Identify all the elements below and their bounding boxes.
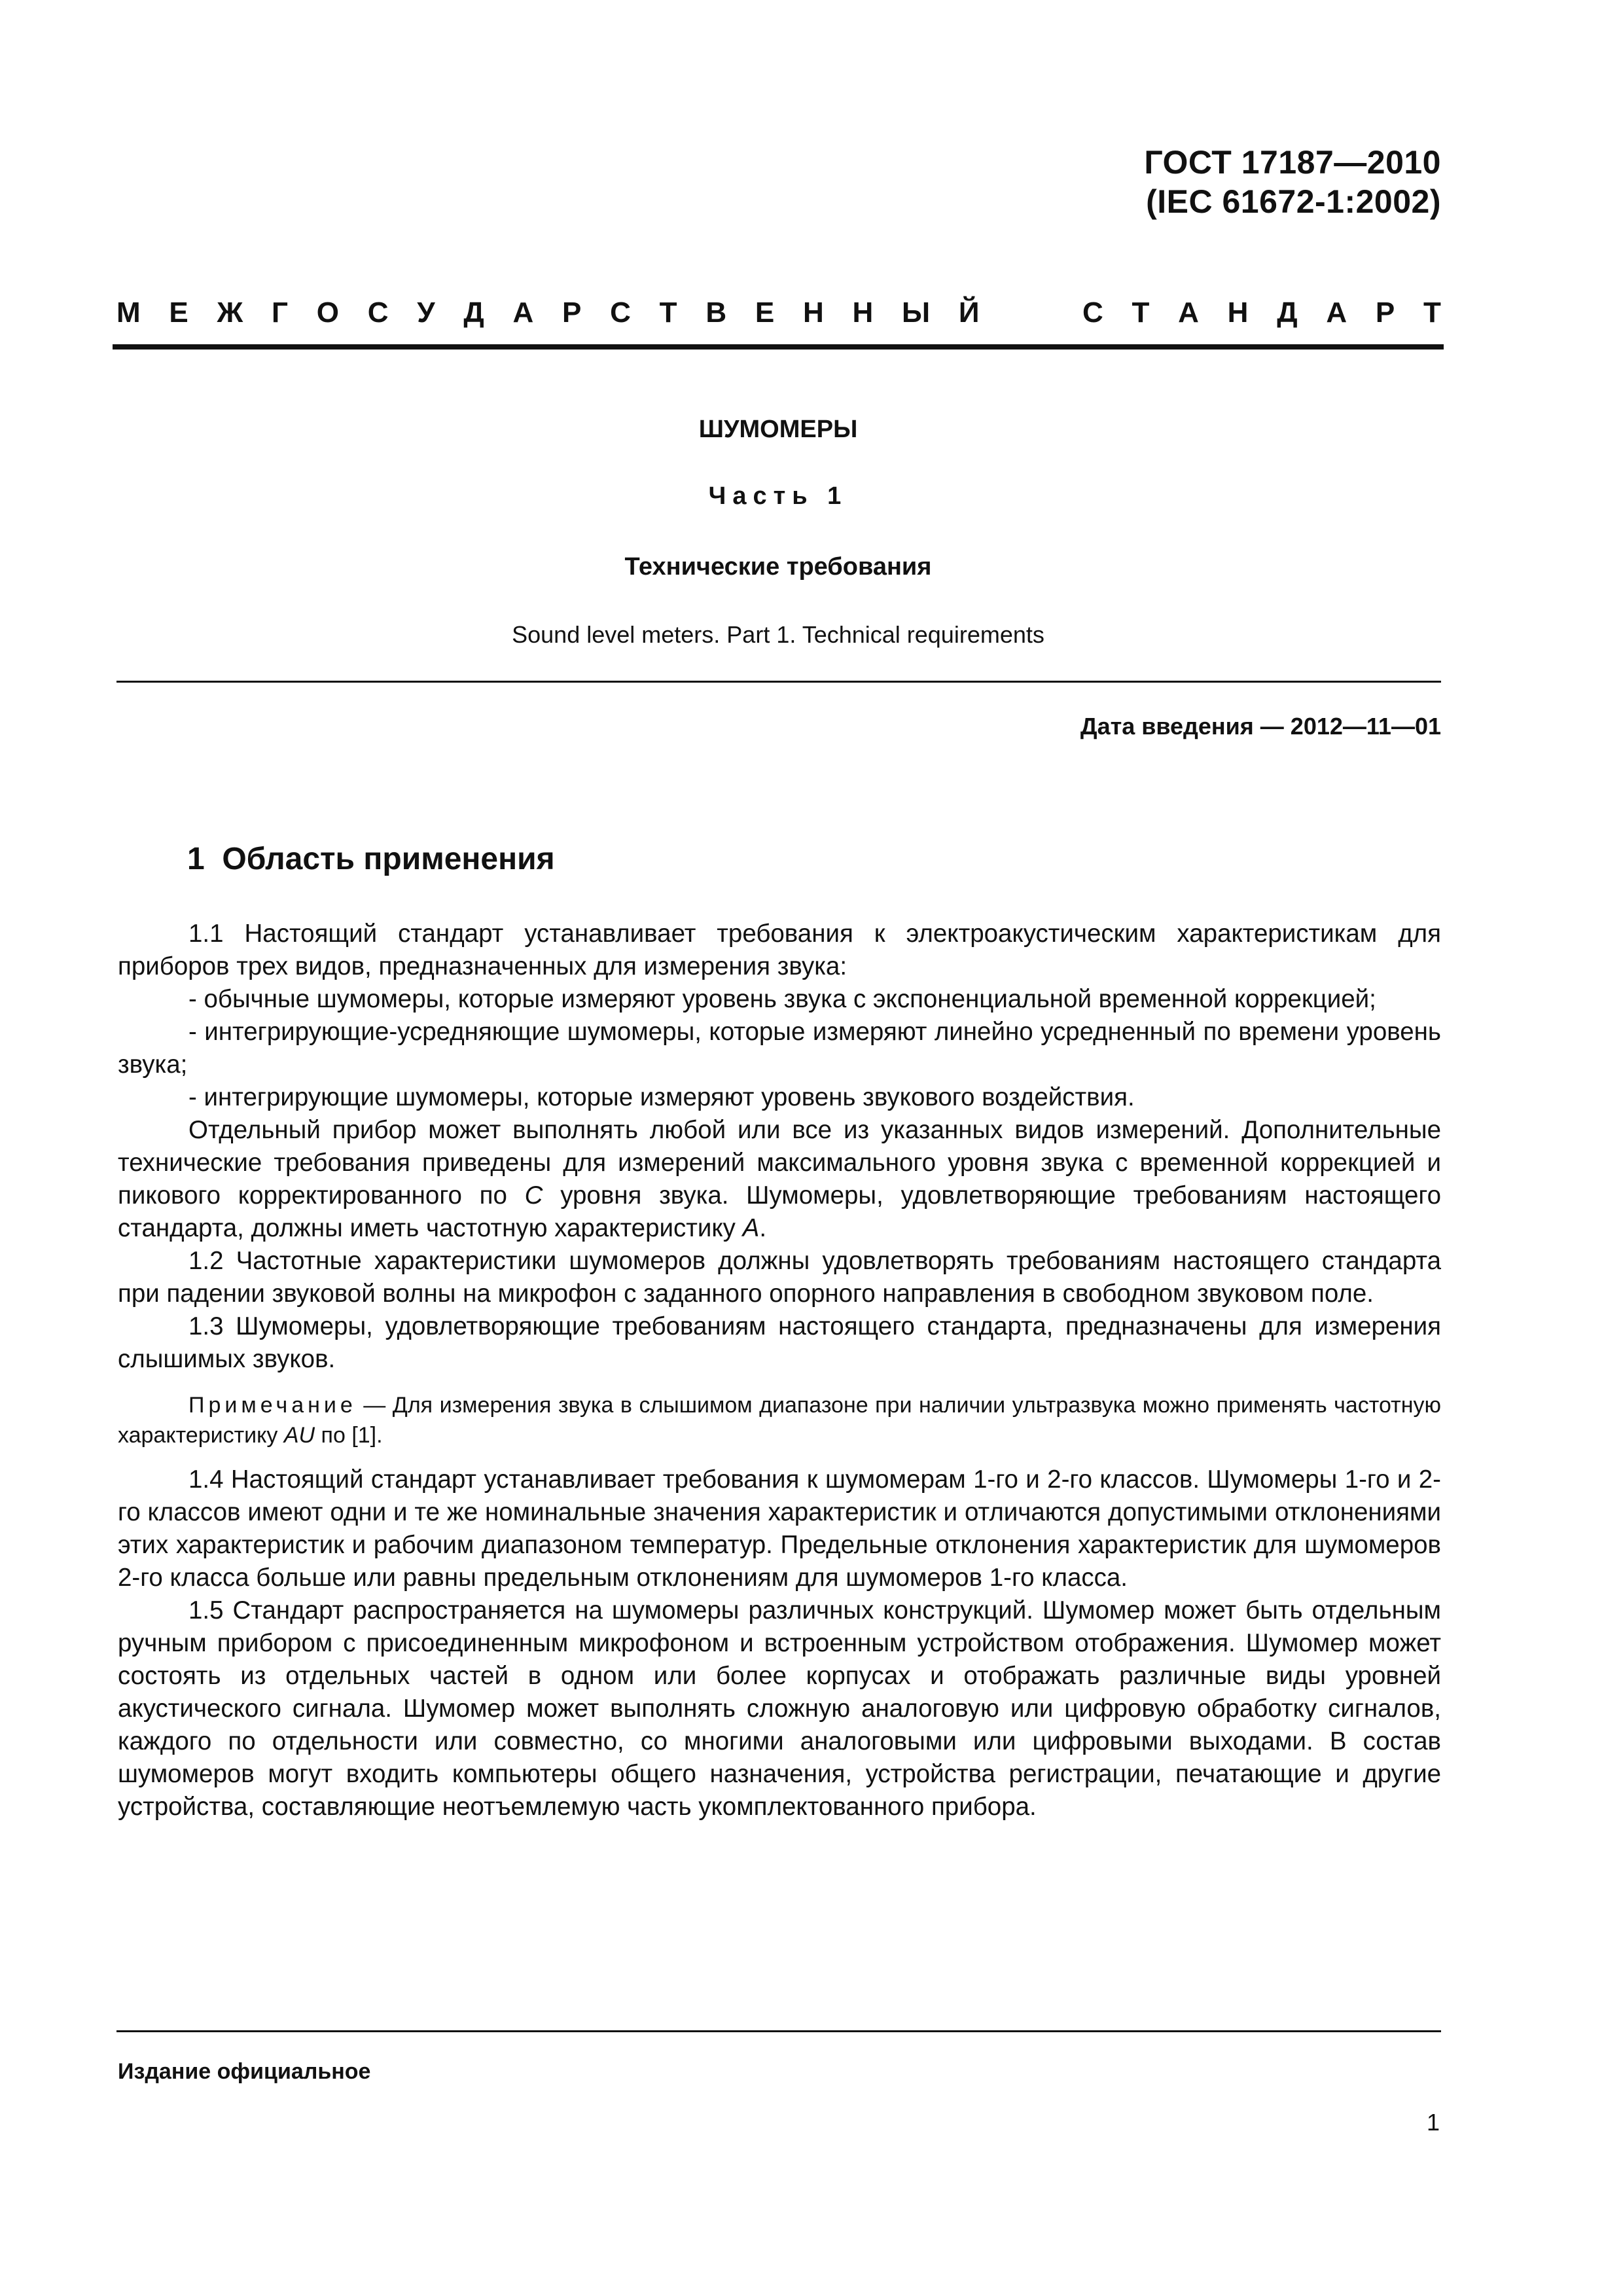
effective-date: Дата введения — 2012—11—01 bbox=[1080, 713, 1441, 740]
list-item: - интегрирующие-усредняющие шумомеры, которые измеряют линейно усредненный по времени уровень звука; bbox=[118, 1018, 1441, 1079]
italic-au: AU bbox=[283, 1423, 315, 1448]
section-body bbox=[118, 918, 1441, 1823]
banner-letter: Т bbox=[659, 296, 677, 329]
banner-letter: Д bbox=[463, 296, 484, 329]
list-item: - интегрирующие шумомеры, которые измеряют уровень звукового воздействия. bbox=[188, 1083, 1135, 1111]
section-number: 1 bbox=[187, 842, 205, 876]
iec-reference: (IEC 61672-1:2002) bbox=[1146, 183, 1441, 220]
banner-letter: Н bbox=[1227, 296, 1249, 329]
banner-letter: Р bbox=[562, 296, 582, 329]
italic-c: C bbox=[524, 1181, 543, 1210]
part-heading: Часть 1 bbox=[708, 482, 848, 510]
note-text: — Для измерения звука в слышимом диапазоне при наличии ультразвука можно применять частотную характеристику bbox=[118, 1393, 1441, 1448]
banner-letter: Т bbox=[1423, 296, 1441, 329]
paragraph-1-4: 1.4 Настоящий стандарт устанавливает требования к шумомерам 1-го и 2-го классов. Шумомеры 1-го и 2-го классов имеют одни и те же номинальные значения характеристик и отличаются допустимыми отклонениями этих характеристик и рабочим диапазоном температур. Предельные отклонения характеристик для шумомеров 2-го класса больше или равны предельным отклонениям для шумомеров 1-го класса. bbox=[118, 1465, 1441, 1592]
title-divider bbox=[116, 681, 1441, 683]
interstate-standard-banner bbox=[116, 293, 1441, 332]
banner-letter: В bbox=[705, 296, 727, 329]
banner-letter: А bbox=[512, 296, 534, 329]
document-subtitle: Технические требования bbox=[624, 553, 932, 581]
page-number: 1 bbox=[1426, 2109, 1440, 2136]
section-heading bbox=[187, 836, 555, 882]
paragraph-1-1: 1.1 Настоящий стандарт устанавливает требования к электроакустическим характеристикам для приборов трех видов, предназначенных для измерения звука: bbox=[118, 920, 1441, 980]
banner-letter: У bbox=[417, 296, 435, 329]
banner-letter: Ы bbox=[902, 296, 931, 329]
banner-letter: Т bbox=[1132, 296, 1150, 329]
banner-letter: Н bbox=[802, 296, 824, 329]
banner-letter: М bbox=[116, 296, 141, 329]
text-run: . bbox=[759, 1214, 767, 1242]
official-edition-label: Издание официальное bbox=[118, 2059, 371, 2084]
banner-letter: А bbox=[1178, 296, 1199, 329]
banner-word-gap bbox=[1008, 293, 1054, 332]
banner-letter: Е bbox=[755, 296, 775, 329]
document-title: ШУМОМЕРЫ bbox=[698, 416, 858, 443]
text-run: уровня звука. Шумомеры, удовлетворяющие требованиям настоящего стандарта, должны иметь частотную характеристику bbox=[118, 1181, 1441, 1242]
paragraph-1-2: 1.2 Частотные характеристики шумомеров должны удовлетворять требованиям настоящего стандарта при падении звуковой волны на микрофон с заданного опорного направления в свободном звуковом поле. bbox=[118, 1247, 1441, 1308]
banner-letter: Д bbox=[1277, 296, 1298, 329]
standard-number: ГОСТ 17187—2010 bbox=[1144, 144, 1441, 181]
note-text: по [1]. bbox=[315, 1423, 383, 1448]
paragraph-1-1-continued bbox=[118, 1114, 1441, 1245]
paragraph-1-3: 1.3 Шумомеры, удовлетворяющие требованиям настоящего стандарта, предназначены для измерения слышимых звуков. bbox=[118, 1312, 1441, 1373]
english-title: Sound level meters. Part 1. Technical requirements bbox=[512, 621, 1044, 648]
banner-letter: С bbox=[367, 296, 389, 329]
text-run: Отдельный прибор может выполнять любой или все из указанных видов измерений. Дополнительные технические требования приведены для измерений максимального уровня звука с временной коррекцией и пикового корректированного по bbox=[118, 1116, 1441, 1210]
banner-letter: О bbox=[316, 296, 339, 329]
standard-code-block bbox=[1144, 143, 1441, 221]
note-label: Примечание bbox=[188, 1393, 357, 1418]
banner-letter: С bbox=[1082, 296, 1103, 329]
footer-divider bbox=[116, 2030, 1441, 2032]
banner-letter: А bbox=[1326, 296, 1347, 329]
italic-a: A bbox=[742, 1214, 760, 1242]
banner-divider bbox=[113, 344, 1444, 350]
banner-letter: Ж bbox=[217, 296, 243, 329]
note bbox=[118, 1390, 1441, 1450]
banner-letter: Й bbox=[958, 296, 980, 329]
list-item: - обычные шумомеры, которые измеряют уровень звука с экспоненциальной временной коррекцией; bbox=[188, 985, 1376, 1013]
banner-letter: С bbox=[610, 296, 631, 329]
section-title: Область применения bbox=[222, 842, 555, 876]
banner-letter: Р bbox=[1375, 296, 1395, 329]
banner-letter: Н bbox=[852, 296, 874, 329]
banner-letter: Г bbox=[272, 296, 288, 329]
banner-letter: Е bbox=[169, 296, 188, 329]
paragraph-1-5: 1.5 Стандарт распространяется на шумомеры различных конструкций. Шумомер может быть отдельным ручным прибором с присоединенным микрофоном и встроенным устройством отображения. Шумомер может состоять из отдельных частей в одном или более корпусах и отображать различные виды уровней акустического сигнала. Шумомер может выполнять сложную аналоговую или цифровую обработку сигналов, каждого по отдельности или совместно, со многими аналоговыми или цифровыми выходами. В состав шумомеров могут входить компьютеры общего назначения, устройства регистрации, печатающие и другие устройства, составляющие неотъемлемую часть укомплектованного прибора. bbox=[118, 1596, 1441, 1821]
